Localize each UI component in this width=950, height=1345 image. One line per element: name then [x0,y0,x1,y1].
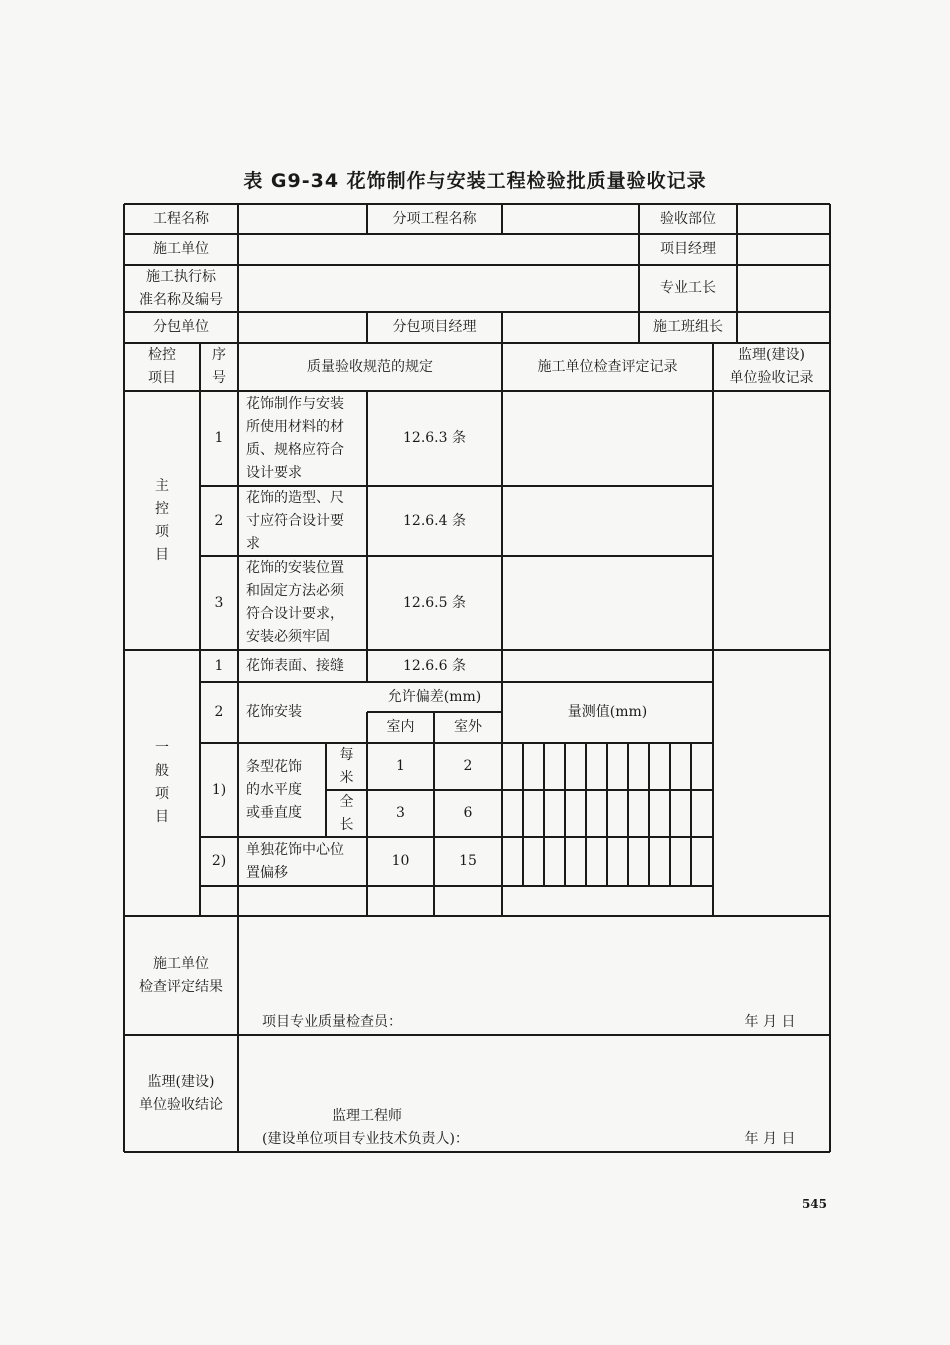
sub-item-1-desc: 条型花饰 的水平度 或垂直度 [246,758,302,821]
main-control-label: 主 控 项 目 [155,477,169,563]
general-item-2-no: 2 [214,704,224,720]
rule-line [627,743,628,886]
per-meter-label: 每 米 [339,746,354,786]
main-item-3-no: 3 [214,594,224,611]
sub-item-2-no: 2) [211,853,227,869]
date-2: 年 月 日 [744,1130,796,1147]
inspector-label: 项目专业质量检查员： [262,1013,402,1030]
label-standard-name: 施工执行标 准名称及编号 [139,268,223,308]
sub-item-2-desc: 单独花饰中心位 置偏移 [246,841,344,881]
main-item-3-desc: 花饰的安装位置 和固定方法必须 符合设计要求， 安装必须牢固 [246,560,344,645]
label-project-manager: 项目经理 [660,241,716,257]
per-meter-indoor: 1 [396,758,405,774]
main-item-2-clause: 12.6.4 条 [403,512,466,529]
rule-line [522,743,523,886]
label-subcontract-manager: 分包项目经理 [392,319,477,335]
label-foreman: 专业工长 [660,280,716,296]
engineer-sub-label: (建设单位项目专业技术负责人)： [262,1130,469,1147]
rule-line [585,743,586,886]
per-meter-outdoor: 2 [463,758,473,774]
label-acceptance-part: 验收部位 [660,210,716,227]
main-item-1-no: 1 [214,430,224,446]
sub-item-2-outdoor: 15 [459,853,477,869]
label-team-leader: 施工班组长 [653,319,723,335]
general-item-1-clause: 12.6.6 条 [403,657,466,674]
rule-line [669,743,670,886]
measured-header: 量测值(mm) [567,704,648,720]
general-label: 一 般 项 目 [155,740,169,825]
tolerance-header: 允许偏差(mm) [387,688,482,705]
construction-result-label: 施工单位 检查评定结果 [139,955,223,995]
full-length-label: 全 长 [339,793,354,833]
engineer-label: 监理工程师 [332,1107,402,1124]
main-item-1-desc: 花饰制作与安装 所使用材料的材 质、规格应符合 设计要求 [246,395,344,481]
main-item-2-desc: 花饰的造型、尺 寸应符合设计要 求 [246,489,344,552]
label-sub-project-name: 分项工程名称 [392,210,477,227]
label-construction-unit: 施工单位 [153,241,209,257]
general-item-1-desc: 花饰表面、接缝 [246,657,344,674]
rule-line [564,743,565,886]
col-seq: 序 号 [212,347,226,386]
date-1: 年 月 日 [744,1013,796,1030]
col-check-item: 检控 项目 [148,347,176,386]
supervision-conclusion-label: 监理(建设) 单位验收结论 [139,1073,223,1113]
rule-line [690,743,691,886]
col-construction-record: 施工单位检查评定记录 [537,358,678,375]
sub-item-2-indoor: 10 [391,853,410,869]
sub-item-1-no: 1) [211,781,227,798]
outdoor-header: 室外 [454,719,482,735]
main-item-2-no: 2 [214,512,224,529]
rule-line [543,743,544,886]
label-subcontract-unit: 分包单位 [153,319,209,335]
document-title: 表 G9-34 花饰制作与安装工程检验批质量验收记录 [243,170,707,192]
main-item-1-clause: 12.6.3 条 [403,430,466,446]
rule-line [648,743,649,886]
rule-line [606,743,607,886]
indoor-header: 室内 [386,719,415,735]
full-length-indoor: 3 [396,805,405,821]
col-supervision-record: 监理(建设) 单位验收记录 [729,347,814,386]
main-item-3-clause: 12.6.5 条 [403,594,466,611]
rule-line [712,343,713,916]
general-item-2-desc: 花饰安装 [246,704,302,720]
full-length-outdoor: 6 [463,805,473,821]
general-item-1-no: 1 [214,657,224,674]
label-project-name: 工程名称 [153,210,209,227]
page-number: 545 [801,1197,827,1211]
col-spec: 质量验收规范的规定 [307,358,433,375]
